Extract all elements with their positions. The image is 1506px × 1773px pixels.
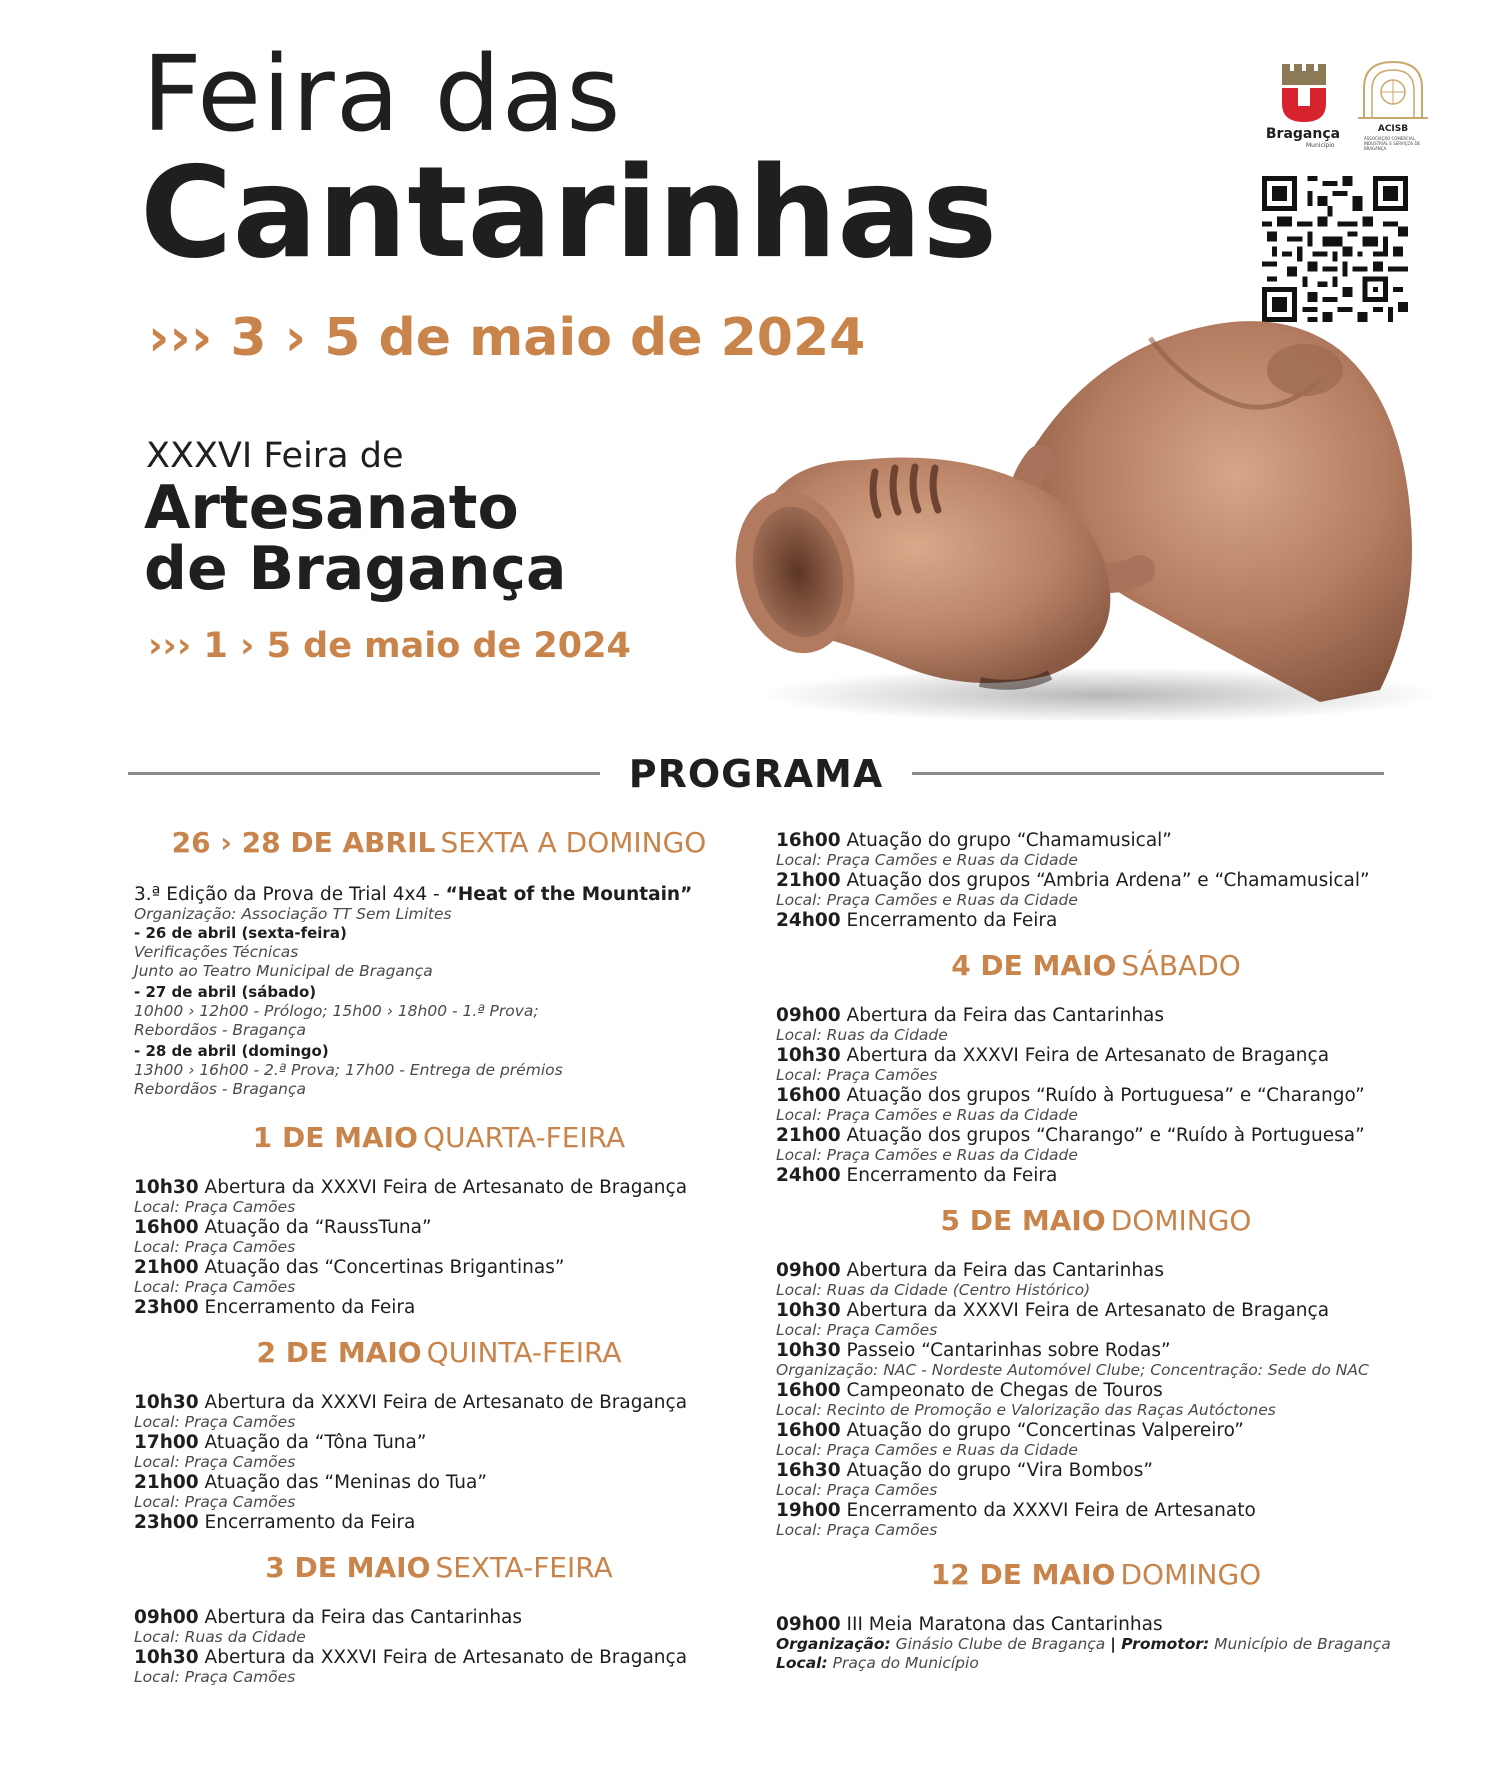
- event-item: 10h30 Abertura da XXXVI Feira de Artesanato de Bragança: [776, 1045, 1330, 1066]
- acisb-logo-sub: ASSOCIAÇÃO COMERCIAL, INDUSTRIAL E SERVIÇOS DE BRAGANÇA: [1364, 136, 1421, 151]
- event-item: 10h30 Abertura da XXXVI Feira de Artesanato de Bragança: [776, 1300, 1330, 1321]
- event-list-5-maio: [776, 1260, 1416, 1540]
- acisb-logo-name: ACISB: [1377, 124, 1409, 134]
- event-item: 24h00 Encerramento da Feira: [776, 1165, 1058, 1186]
- programa-rule-left: [128, 772, 600, 775]
- event-item: 21h00 Atuação dos grupos “Ambria Ardena” e “Chamamusical”: [776, 870, 1370, 891]
- day-heading-5-maio: [776, 1204, 1416, 1248]
- trial-day1-line1: Verificações Técnicas: [134, 943, 299, 961]
- event-list-12-maio: [776, 1614, 1416, 1673]
- event-location: Local: Praça Camões: [134, 1413, 296, 1431]
- trial-day3-line2: Rebordãos - Bragança: [134, 1080, 307, 1098]
- event-list-2-maio: [134, 1392, 744, 1533]
- event-location: Local: Praça Camões: [776, 1481, 938, 1499]
- subtitle-block: [144, 473, 567, 605]
- event-location: Local: Praça Camões: [776, 1066, 938, 1084]
- event-item: 10h30 Abertura da XXXVI Feira de Artesanato de Bragança: [134, 1177, 688, 1198]
- event-item: 10h30 Passeio “Cantarinhas sobre Rodas”: [776, 1340, 1171, 1361]
- programa-right-column: [776, 830, 1416, 1673]
- qr-code[interactable]: [1262, 176, 1408, 322]
- subtitle-line-1: XXXVI Feira de: [146, 436, 404, 476]
- day-date: 4 DE MAIO: [951, 949, 1117, 982]
- artesanato-dates: [148, 626, 631, 666]
- day-date: 3 DE MAIO: [265, 1551, 431, 1584]
- trial-day1-heading: - 26 de abril (sexta-feira): [134, 924, 347, 942]
- event-item: 21h00 Atuação das “Concertinas Brigantinas”: [134, 1257, 565, 1278]
- day-date: 5 DE MAIO: [940, 1204, 1106, 1237]
- sub-dates-arrows: ›››: [148, 626, 192, 666]
- trial-day3-heading: - 28 de abril (domingo): [134, 1042, 329, 1060]
- day-weekday: SEXTA-FEIRA: [435, 1551, 613, 1584]
- event-location: Local: Praça Camões: [776, 1521, 938, 1539]
- event-location: Local: Praça Camões e Ruas da Cidade: [776, 891, 1078, 909]
- event-item: 16h00 Atuação do grupo “Concertinas Valpereiro”: [776, 1420, 1244, 1441]
- day-weekday: DOMINGO: [1120, 1558, 1262, 1591]
- event-location: Local: Praça Camões: [134, 1278, 296, 1296]
- event-item: 16h00 Campeonato de Chegas de Touros: [776, 1380, 1163, 1401]
- day-weekday: SEXTA A DOMINGO: [440, 826, 707, 859]
- event-location: Local: Praça do Município: [776, 1654, 979, 1672]
- event-item: 24h00 Encerramento da Feira: [776, 910, 1058, 931]
- trial-day2-line1: 10h00 › 12h00 - Prólogo; 15h00 › 18h00 - 1.ª Prova;: [134, 1002, 539, 1020]
- event-item: 17h00 Atuação da “Tôna Tuna”: [134, 1432, 427, 1453]
- acisb-logo: [1352, 58, 1434, 154]
- event-location: Local: Praça Camões: [134, 1493, 296, 1511]
- event-item: 21h00 Atuação dos grupos “Charango” e “Ruído à Portuguesa”: [776, 1125, 1365, 1146]
- subtitle-line-2: Artesanato: [144, 473, 519, 543]
- braganca-logo: [1260, 60, 1346, 150]
- sub-dates-text: 1 › 5 de maio de 2024: [203, 626, 631, 666]
- day-weekday: SÁBADO: [1121, 949, 1241, 982]
- event-list-4-maio: [776, 1005, 1416, 1186]
- day-date: 26 › 28 DE ABRIL: [171, 826, 436, 859]
- day-date: 12 DE MAIO: [930, 1558, 1116, 1591]
- event-item: 16h00 Atuação dos grupos “Ruído à Portuguesa” e “Charango”: [776, 1085, 1365, 1106]
- event-location: Local: Praça Camões: [134, 1238, 296, 1256]
- trial-title: 3.ª Edição da Prova de Trial 4x4 - “Heat of the Mountain”: [134, 884, 693, 905]
- day-date: 1 DE MAIO: [252, 1121, 418, 1154]
- trial-day1-line2: Junto ao Teatro Municipal de Bragança: [134, 962, 433, 980]
- event-item: 16h00 Atuação da “RaussTuna”: [134, 1217, 432, 1238]
- acisb-emblem-icon: [1352, 58, 1434, 122]
- event-list-3-maio: [134, 1607, 744, 1687]
- trial-org: Organização: Associação TT Sem Limites: [134, 905, 452, 923]
- event-item: 19h00 Encerramento da XXXVI Feira de Artesanato: [776, 1500, 1256, 1521]
- title-line-1: Feira das: [142, 33, 622, 155]
- trial-day3-line1: 13h00 › 16h00 - 2.ª Prova; 17h00 - Entrega de prémios: [134, 1061, 563, 1079]
- day-heading-12-maio: [776, 1558, 1416, 1602]
- braganca-logo-sub: Município: [1306, 142, 1335, 149]
- event-location: Local: Praça Camões: [134, 1668, 296, 1686]
- trial-day2-heading: - 27 de abril (sábado): [134, 983, 317, 1001]
- event-item: 09h00 Abertura da Feira das Cantarinhas: [776, 1260, 1165, 1281]
- day-weekday: DOMINGO: [1110, 1204, 1252, 1237]
- event-location: Local: Ruas da Cidade (Centro Histórico): [776, 1281, 1091, 1299]
- event-item: 21h00 Atuação das “Meninas do Tua”: [134, 1472, 487, 1493]
- clay-jugs-icon: [720, 310, 1440, 720]
- day-heading-1-maio: [134, 1121, 744, 1165]
- event-item: 23h00 Encerramento da Feira: [134, 1297, 416, 1318]
- event-location: Local: Praça Camões e Ruas da Cidade: [776, 1106, 1078, 1124]
- qr-code-icon: [1262, 176, 1408, 322]
- day-heading-3-maio: [134, 1551, 744, 1595]
- event-organization: Organização: Ginásio Clube de Bragança | Promotor: Município de Bragança: [776, 1635, 1391, 1653]
- event-item: 09h00 Abertura da Feira das Cantarinhas: [134, 1607, 523, 1628]
- event-list-1-maio: [134, 1177, 744, 1318]
- day-weekday: QUARTA-FEIRA: [422, 1121, 626, 1154]
- event-location: Local: Praça Camões e Ruas da Cidade: [776, 1441, 1078, 1459]
- programa-title: PROGRAMA: [628, 752, 884, 796]
- event-location: Local: Praça Camões e Ruas da Cidade: [776, 1146, 1078, 1164]
- event-location: Local: Praça Camões e Ruas da Cidade: [776, 851, 1078, 869]
- braganca-logo-name: Bragança: [1265, 126, 1341, 142]
- event-item: 09h00 Abertura da Feira das Cantarinhas: [776, 1005, 1165, 1026]
- day-date: 2 DE MAIO: [256, 1336, 422, 1369]
- dates-text: 3 › 5 de maio de 2024: [230, 308, 866, 368]
- event-location: Local: Ruas da Cidade: [776, 1026, 948, 1044]
- day-heading-2-maio: [134, 1336, 744, 1380]
- title-line-2: Cantarinhas: [140, 139, 998, 286]
- dates-arrows: ›››: [148, 308, 213, 368]
- programa-left-column: [134, 826, 744, 1687]
- event-list-3-maio-continued: [776, 830, 1416, 931]
- event-location: Local: Praça Camões: [134, 1453, 296, 1471]
- event-location: Organização: NAC - Nordeste Automóvel Clube; Concentração: Sede do NAC: [776, 1361, 1369, 1379]
- event-item: 10h30 Abertura da XXXVI Feira de Artesanato de Bragança: [134, 1392, 688, 1413]
- subtitle-line-3: de Bragança: [144, 534, 567, 605]
- cantarinhas-jugs-image: [720, 310, 1440, 720]
- event-item: 10h30 Abertura da XXXVI Feira de Artesanato de Bragança: [134, 1647, 688, 1668]
- event-location: Local: Ruas da Cidade: [134, 1628, 306, 1646]
- event-item: 09h00 III Meia Maratona das Cantarinhas: [776, 1614, 1163, 1635]
- day-heading-4-maio: [776, 949, 1416, 993]
- day-heading-26-28-abril: [134, 826, 744, 870]
- programa-rule-right: [912, 772, 1384, 775]
- day-weekday: QUINTA-FEIRA: [426, 1336, 622, 1369]
- event-item: 16h30 Atuação do grupo “Vira Bombos”: [776, 1460, 1153, 1481]
- event-item: 16h00 Atuação do grupo “Chamamusical”: [776, 830, 1172, 851]
- event-item: 23h00 Encerramento da Feira: [134, 1512, 416, 1533]
- event-location: Local: Praça Camões: [134, 1198, 296, 1216]
- event-location: Local: Praça Camões: [776, 1321, 938, 1339]
- trial-day2-line2: Rebordãos - Bragança: [134, 1021, 307, 1039]
- event-location: Local: Recinto de Promoção e Valorização das Raças Autóctones: [776, 1401, 1276, 1419]
